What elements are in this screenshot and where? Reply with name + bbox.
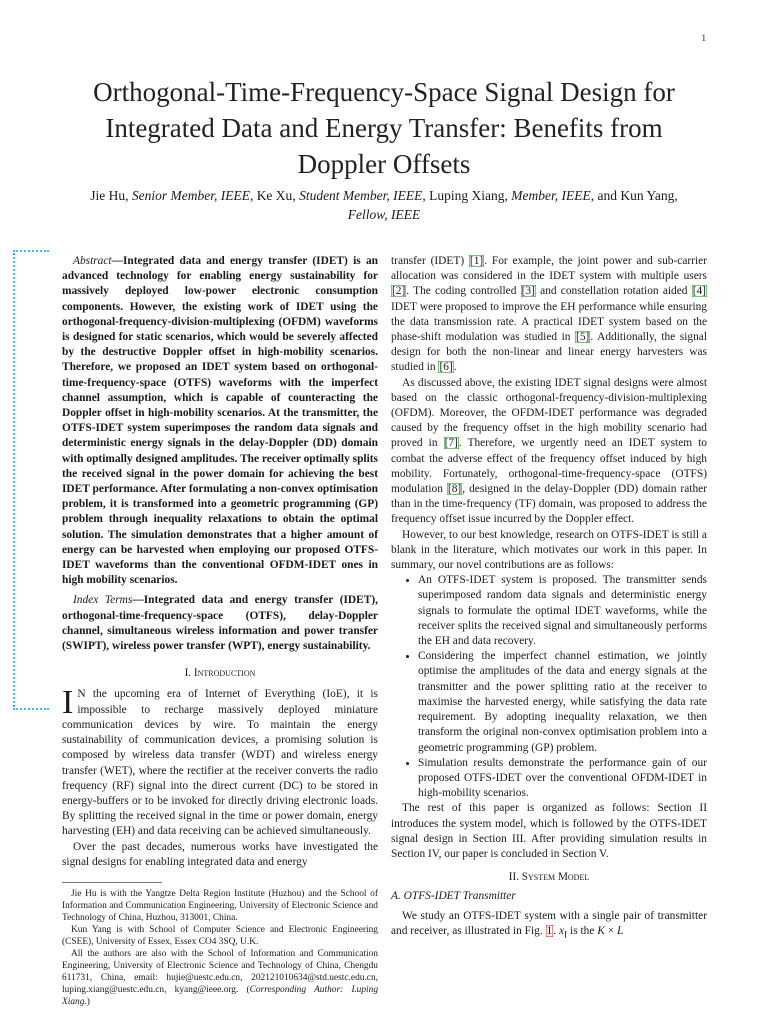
author-affiliation: Senior Member, IEEE — [131, 188, 250, 203]
math-variable: x — [558, 924, 565, 937]
citation-link[interactable]: [8] — [447, 483, 462, 496]
citation-link[interactable]: [7] — [444, 437, 458, 450]
section-heading-system-model: II. System Model — [508, 871, 590, 884]
author-affiliation: Member, IEEE — [511, 188, 591, 203]
footnote-affiliation: Jie Hu is with the Yangtze Delta Region Institute (Huzhou) and the School of Information and Communication Engineering, University of Electronic Science and Technology of China, Huzhou, 313001, China. — [62, 888, 378, 923]
page-number: 1 — [701, 33, 706, 43]
author-name: Jie Hu — [90, 188, 126, 203]
left-column — [62, 254, 378, 1008]
math-variable: L — [616, 924, 624, 937]
citation-link[interactable]: [5] — [576, 331, 590, 344]
math-subscript: I — [564, 930, 568, 941]
subsection-heading: A. OTFS-IDET Transmitter — [391, 890, 516, 903]
citation-link[interactable]: [4] — [692, 285, 706, 298]
author-list: Jie Hu, Senior Member, IEEE, Ke Xu, Student Member, IEEE, Luping Xiang, Member, IEEE, and Kun Yang, Fellow, IEEE — [90, 188, 678, 222]
citation-link[interactable]: [2] — [392, 285, 406, 298]
list-item: • Considering the imperfect channel estimation, we jointly optimise the amplitudes of the data and energy signals at the transmitter and the power splitting ratio at the receiver to maximise the harvested energy, while satisfying the data rate requirement. By adopting inequality relaxation, we then transform the original non-convex optimisation problem into a geometric programming (GP) problem. — [418, 649, 707, 755]
footnote-affiliation: Kun Yang is with School of Computer Science and Electronic Engineering (CSEE), University of Essex, Essex CO4 3SQ, U.K. — [62, 924, 378, 947]
body-paragraph: The rest of this paper is organized as follows: Section II introduces the system model, which is followed by the OTFS-IDET signal design in Section III. After providing simulation results in Section IV, our paper is concluded in Section V. — [391, 802, 707, 860]
body-paragraph: We study an OTFS-IDET system with a single pair of transmitter and receiver, as illustrated in Fig. 1. $x_I$ is the K × L — [391, 909, 707, 941]
paper-title: Orthogonal-Time-Frequency-Space Signal Design for Integrated Data and Energy Transfer: Benefits from Doppler Offsets — [93, 77, 675, 179]
figure-link[interactable]: 1 — [546, 924, 553, 937]
footnote-affiliation: All the authors are also with the School of Information and Communication Engineering, University of Electronic Science and Technology of China, Chengdu 611731, China, email: hujie@uestc.edu.cn, 202121010634@std.uestc.edu.cn, luping.xiang@uestc.edu.cn, kyang@ieee.org. (Corresponding Author: Luping Xiang.) — [62, 948, 379, 1007]
footnote-divider — [62, 882, 162, 883]
right-column — [391, 254, 707, 943]
intro-paragraph-2: Over the past decades, numerous works have investigated the signal designs for enabling integrated data and energy — [62, 840, 378, 868]
citation-link[interactable]: [6] — [439, 361, 453, 374]
body-paragraph: transfer (IDET) [1]. For example, the joint power and sub-carrier allocation was considered in the IDET system with multiple users [2]. The coding controlled [3] and constellation rotation aided [4] IDET were proposed to improve the EH performance while ensuring the data transmission rate. A practical IDET system based on the phase-shift modulation was studied in [5]. Additionally, the signal design for both the non-linear and linear energy harvesters was studied in [6]. — [391, 255, 707, 374]
section-heading-introduction: I. Introduction — [184, 667, 256, 680]
list-item: • Simulation results demonstrate the performance gain of our proposed OTFS-IDET over the conventional OFDM-IDET in high-mobility scenarios. — [418, 756, 707, 802]
citation-link[interactable]: [1] — [469, 255, 484, 267]
author-affiliation: Student Member, IEEE — [299, 188, 423, 203]
author-affiliation: Fellow, IEEE — [347, 207, 421, 222]
list-item: • An OTFS-IDET system is proposed. The transmitter sends superimposed random data signals and deterministic energy signals to formulate the optimal IDET waveforms, while the receiver splits the received signal and simultaneously performs the EH and data recovery. — [418, 573, 707, 649]
body-paragraph: As discussed above, the existing IDET signal designs were almost based on the classic orthogonal-frequency-division-multiplexing (OFDM). Moreover, the OFDM-IDET performance was degraded caused by the frequency offset in the high mobility scenario had proved in [7]. Therefore, we urgently need an IDET system to combat the adverse effect of the frequency offset induced by high mobility. Fortunately, orthogonal-time-frequency-space (OTFS) modulation [8], designed in the delay-Doppler (DD) domain rather than in the time-frequency (TF) domain, was proposed to address the frequency offset issue incurred by the Doppler effect. — [391, 376, 708, 526]
author-name: Luping Xiang — [429, 188, 505, 203]
intro-paragraph: I N the upcoming era of Internet of Everything (IoE), it is impossible to recharge massively deployed miniature communication devices by wire. To maintain the energy sustainability of communication devices, a promising solution is composed by wireless data transfer (WDT) and wireless energy transfer (WET), where the rectifier at the receiver converts the radio frequency (RF) signal into the direct current (DC) to be stored in energy-buffers or to be invoked for directly driving electronic loads. By splitting the received signal in the time or power domain, energy harvesting (EH) and data receiving can be achieved simultaneously. — [62, 684, 378, 838]
body-paragraph: However, to our best knowledge, research on OTFS-IDET is still a blank in the literature, which motivates our work in this paper. In summary, our novel contributions are as follows: — [391, 528, 707, 572]
math-variable: K — [597, 924, 605, 937]
margin-annotation-box — [13, 250, 49, 710]
citation-link[interactable]: [3] — [521, 285, 535, 298]
index-terms: Index Terms—Integrated data and energy transfer (IDET), orthogonal-time-frequency-space (OTFS), delay-Doppler channel, simultaneous wireless information and power transfer (SWIPT), wireless power transfer (WPT), energy sustainability. — [62, 594, 378, 653]
author-name: Ke Xu — [256, 188, 293, 203]
author-name: Kun Yang — [620, 188, 675, 203]
abstract: Abstract—Integrated data and energy transfer (IDET) is an advanced technology for enabling energy sustainability for massively deployed low-power electronic consumption components. However, the existing work of IDET using the orthogonal-frequency-division-multiplexing (OFDM) waveforms is designed for static scenarios, which would be severely affected by the destructive Doppler offset in high-mobility scenarios. Therefore, we proposed an IDET system based on orthogonal-time-frequency-space (OTFS) waveforms with the imperfect channel assumption, which is capable of counteracting the Doppler offset in high-mobility scenarios. At the transmitter, the OTFS-IDET system superimposes the random data signals and deterministic energy signals in the delay-Doppler (DD) domain with optimally designed amplitudes. The receiver optimally splits the received signal in the power domain for achieving the best IDET performance. After formulating a non-convex optimisation problem, it is transformed into a geometric programming (GP) problem through inequality relaxations to obtain the optimal solution. The simulation demonstrates that a higher amount of energy can be harvested when employing our proposed OTFS-IDET waveforms than the conventional OFDM-IDET ones in high mobility scenarios. — [62, 255, 378, 587]
corresponding-author: Corresponding Author: Luping Xiang. — [62, 984, 379, 1007]
drop-cap: I — [62, 684, 74, 722]
contribution-list — [391, 573, 707, 801]
